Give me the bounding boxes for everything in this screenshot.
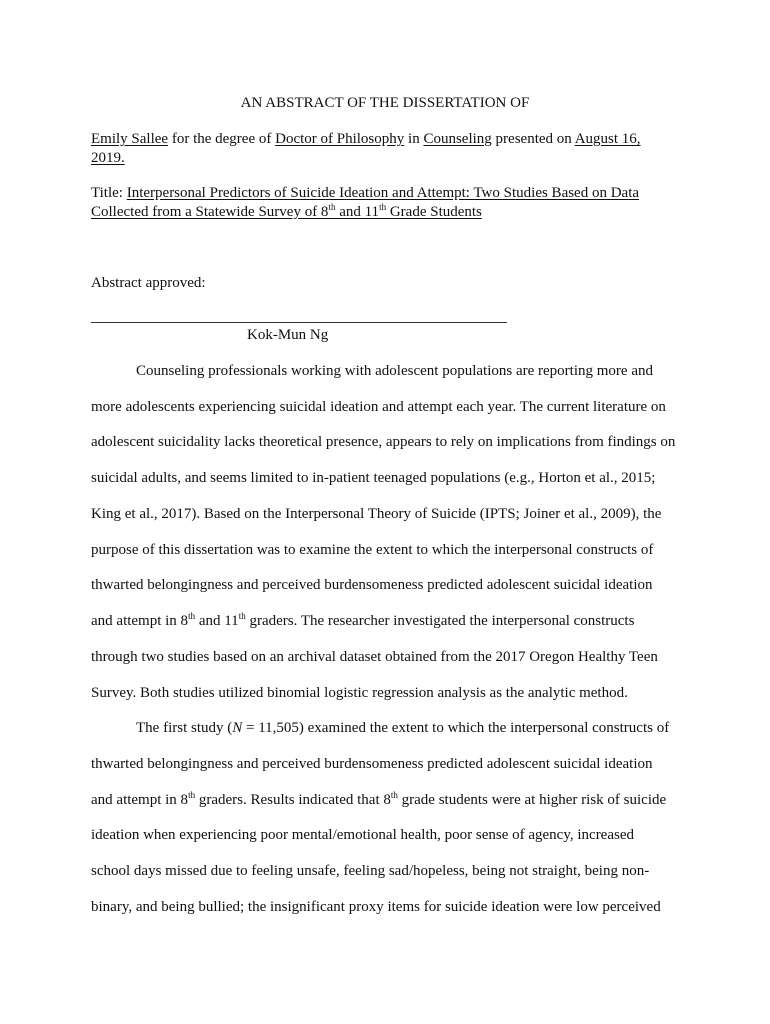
body-line: school days missed due to feeling unsafe, feeling sad/hopeless, being not straight, being non- — [91, 863, 650, 879]
sample-size-symbol: N — [232, 720, 243, 736]
page-heading: AN ABSTRACT OF THE DISSERTATION OF — [240, 95, 530, 111]
author-degree-statement — [91, 130, 681, 168]
body-line: purpose of this dissertation was to examine the extent to which the interpersonal constructs of — [91, 542, 654, 558]
title-line-1: Interpersonal Predictors of Suicide Ideation and Attempt: Two Studies Based on Data — [126, 185, 640, 201]
body-line: through two studies based on an archival dataset obtained from the 2017 Oregon Healthy Teen — [91, 649, 658, 665]
presentation-year: 2019. — [91, 150, 125, 166]
field-name: Counseling — [423, 131, 492, 147]
body-line: adolescent suicidality lacks theoretical presence, appears to rely on implications from findings on — [91, 434, 676, 450]
abstract-approved-label: Abstract approved: — [91, 275, 206, 291]
body-line: Survey. Both studies utilized binomial logistic regression analysis as the analytic method. — [91, 685, 628, 701]
body-line: binary, and being bullied; the insignificant proxy items for suicide ideation were low perceived — [91, 899, 661, 915]
body-line: suicidal adults, and seems limited to in-patient teenaged populations (e.g., Horton et al., 2015; — [91, 470, 656, 486]
statement-text: for the degree of — [168, 131, 276, 147]
body-line: Counseling professionals working with adolescent populations are reporting more and — [136, 363, 653, 379]
signature-line — [91, 322, 507, 323]
body-line — [91, 612, 634, 631]
title-text: Collected from a Statewide Survey of 8 — [91, 204, 329, 220]
ordinal-suffix: th — [379, 202, 387, 212]
body-text: and 11 — [195, 613, 239, 629]
ordinal-suffix: th — [390, 790, 398, 800]
title-text: Grade Students — [386, 204, 482, 220]
body-line: thwarted belongingness and perceived burdensomeness predicted adolescent suicidal ideation — [91, 756, 653, 772]
statement-text: presented on — [491, 131, 575, 147]
body-line: more adolescents experiencing suicidal ideation and attempt each year. The current literature on — [91, 399, 666, 415]
body-text: graders. The researcher investigated the interpersonal constructs — [245, 613, 635, 629]
ordinal-suffix: th — [328, 202, 336, 212]
body-line — [136, 719, 669, 738]
title-label: Title: — [91, 185, 127, 201]
ordinal-suffix: th — [188, 790, 196, 800]
body-text: grade students were at higher risk of suicide — [397, 792, 667, 808]
degree-name: Doctor of Philosophy — [275, 131, 405, 147]
body-text: graders. Results indicated that 8 — [195, 792, 391, 808]
dissertation-title — [91, 184, 681, 222]
body-line: King et al., 2017). Based on the Interpersonal Theory of Suicide (IPTS; Joiner et al., 2009), the — [91, 506, 662, 522]
body-line: thwarted belongingness and perceived burdensomeness predicted adolescent suicidal ideation — [91, 577, 653, 593]
body-text: The first study ( — [136, 720, 233, 736]
ordinal-suffix: th — [238, 611, 246, 621]
body-text: and attempt in 8 — [91, 792, 189, 808]
body-text: = 11,505) examined the extent to which the interpersonal constructs of — [242, 720, 670, 736]
author-name: Emily Sallee — [91, 131, 169, 147]
advisor-name: Kok-Mun Ng — [247, 327, 329, 343]
title-line-2 — [91, 204, 482, 220]
body-text: and attempt in 8 — [91, 613, 189, 629]
body-line — [91, 791, 666, 810]
ordinal-suffix: th — [188, 611, 196, 621]
title-text: and 11 — [335, 204, 380, 220]
presentation-date: August 16, — [574, 131, 641, 147]
body-line: ideation when experiencing poor mental/emotional health, poor sense of agency, increased — [91, 827, 634, 843]
statement-text: in — [404, 131, 424, 147]
